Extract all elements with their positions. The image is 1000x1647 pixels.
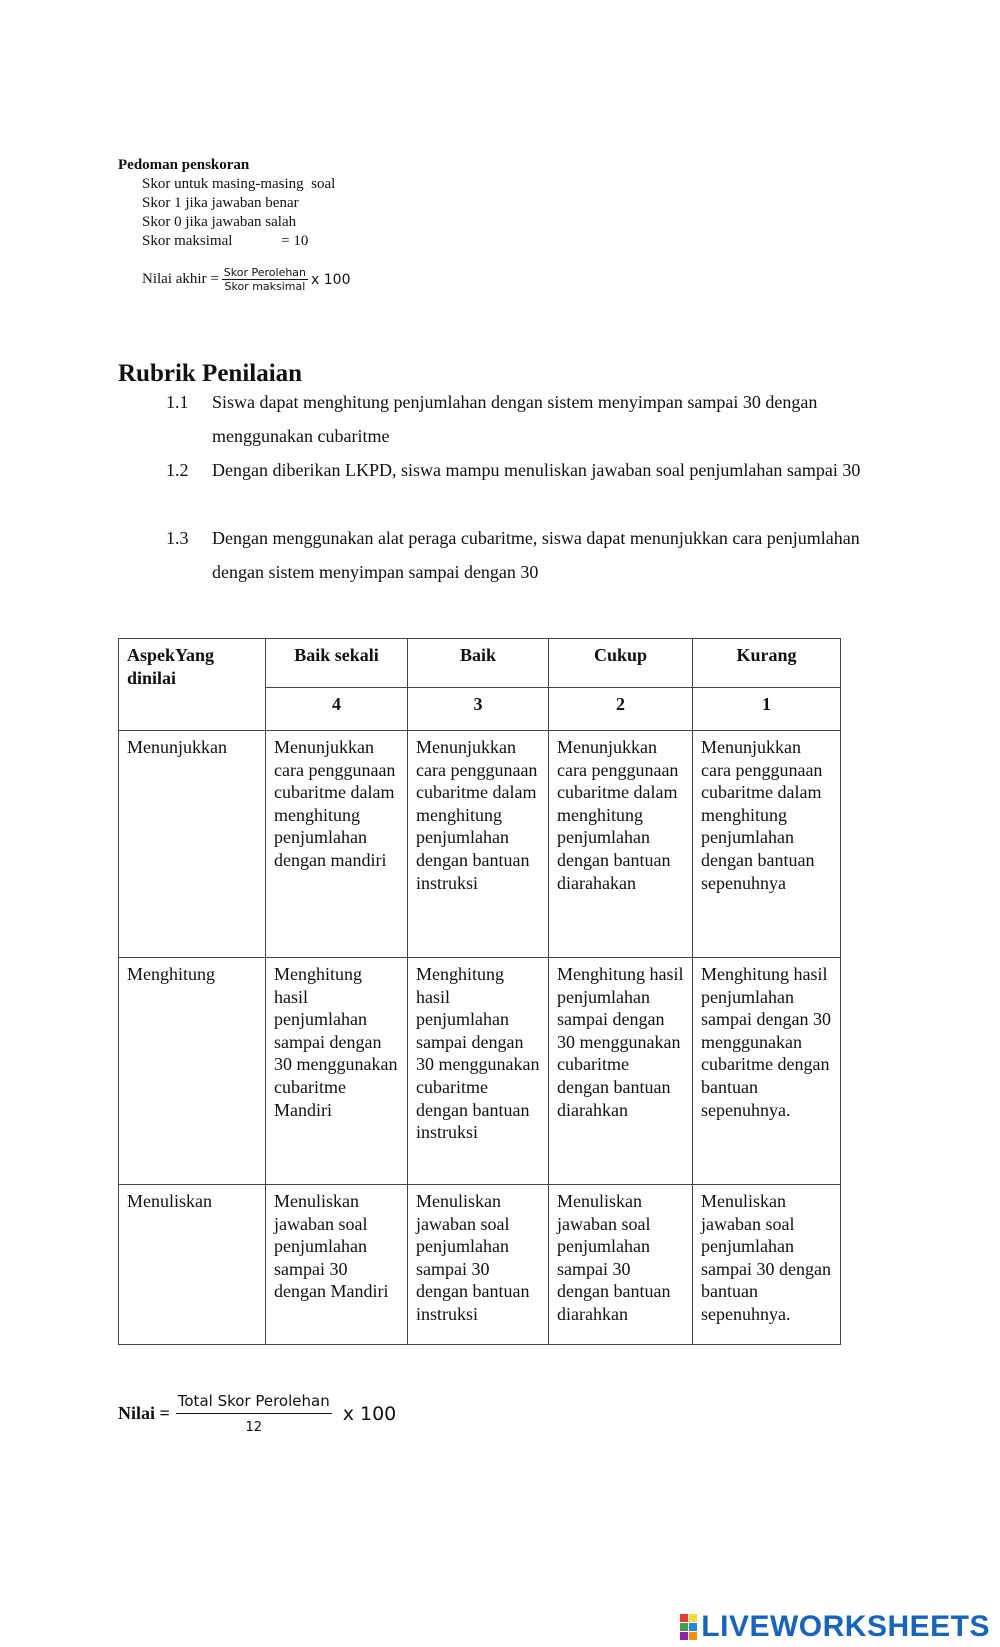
objective-item [166,453,886,487]
pedoman-title: Pedoman penskoran [118,157,250,173]
formula-fraction [222,266,308,293]
pedoman-line: Skor untuk masing-masing soal [142,176,336,192]
table-row [119,731,841,958]
logo-square [680,1623,688,1631]
score-header: 2 [549,688,693,731]
aspect-header [119,639,266,731]
criteria-cell: Menunjukkan cara penggunaan cubaritme dalam menghitung penjumlahan dengan bantuan sepenuhnya [693,731,841,958]
nilai-fraction [176,1392,332,1435]
nilai-label: Nilai = [118,1403,170,1423]
criteria-cell: Menuliskan jawaban soal penjumlahan sampai 30 dengan bantuan instruksi [408,1185,549,1345]
objective-text: Dengan diberikan LKPD, siswa mampu menuliskan jawaban soal penjumlahan sampai 30 [212,460,861,480]
table-row [119,1185,841,1345]
logo-square [680,1614,688,1622]
level-header: Baik [408,639,549,688]
level-header: Kurang [693,639,841,688]
criteria-cell: Menuliskan jawaban soal penjumlahan sampai 30 dengan bantuan sepenuhnya. [693,1185,841,1345]
pedoman-line: Skor maksimal = 10 [142,233,309,249]
formula-multiplier: x 100 [311,271,351,288]
criteria-cell: Menunjukkan cara penggunaan cubaritme dalam menghitung penjumlahan dengan bantuan diarahakan [549,731,693,958]
level-header: Baik sekali [266,639,408,688]
objective-item [166,385,886,453]
objective-text: Siswa dapat menghitung penjumlahan dengan sistem menyimpan sampai 30 dengan menggunakan cubaritme [212,392,818,446]
score-header: 3 [408,688,549,731]
criteria-cell: Menunjukkan cara penggunaan cubaritme dalam menghitung penjumlahan dengan mandiri [266,731,408,958]
criteria-cell: Menunjukkan cara penggunaan cubaritme dalam menghitung penjumlahan dengan bantuan instruksi [408,731,549,958]
nilai-denominator: 12 [245,1420,263,1435]
aspect-cell: Menunjukkan [119,731,266,958]
nilai-multiplier: x 100 [342,1402,397,1425]
formula-denominator: Skor maksimal [224,280,306,293]
aspect-header-line: dinilai [127,667,177,688]
nilai-formula [118,1392,396,1435]
criteria-cell: Menghitung hasil penjumlahan sampai dengan 30 menggunakan cubaritme dengan bantuan sepenuhnya. [693,958,841,1185]
liveworksheets-logo [680,1610,990,1644]
aspect-cell: Menuliskan [119,1185,266,1345]
pedoman-line: Skor 1 jika jawaban benar [142,195,299,211]
criteria-cell: Menghitung hasil penjumlahan sampai dengan 30 menggunakan cubaritme dengan bantuan instruksi [408,958,549,1185]
logo-grid-icon [680,1614,697,1640]
logo-square [689,1623,697,1631]
aspect-cell: Menghitung [119,958,266,1185]
table-row [119,958,841,1185]
score-header: 1 [693,688,841,731]
criteria-cell: Menghitung hasil penjumlahan sampai dengan 30 menggunakan cubaritme Mandiri [266,958,408,1185]
objective-number: 1.1 [166,392,189,412]
score-header: 4 [266,688,408,731]
objective-number: 1.3 [166,528,189,548]
level-header: Cukup [549,639,693,688]
nilai-numerator: Total Skor Perolehan [177,1392,330,1410]
objective-text: Dengan menggunakan alat peraga cubaritme, siswa dapat menunjukkan cara penjumlahan dengan sistem menyimpan sampai dengan 30 [212,528,860,582]
rubrik-title: Rubrik Penilaian [118,360,303,387]
logo-square [680,1632,688,1640]
formula-numerator: Skor Perolehan [223,266,307,279]
criteria-cell: Menuliskan jawaban soal penjumlahan sampai 30 dengan bantuan diarahkan [549,1185,693,1345]
aspect-header-line: AspekYang [127,645,215,665]
nilai-akhir-formula [142,266,351,293]
logo-square [689,1614,697,1622]
formula-label: Nilai akhir = [142,271,219,287]
objective-number: 1.2 [166,460,189,480]
criteria-cell: Menghitung hasil penjumlahan sampai dengan 30 menggunakan cubaritme dengan bantuan diarahkan [549,958,693,1185]
logo-square [689,1632,697,1640]
pedoman-line: Skor 0 jika jawaban salah [142,214,297,230]
logo-text: LIVEWORKSHEETS [701,1610,990,1643]
rubric-table [118,638,841,1345]
objective-item [166,521,886,589]
criteria-cell: Menuliskan jawaban soal penjumlahan sampai 30 dengan Mandiri [266,1185,408,1345]
